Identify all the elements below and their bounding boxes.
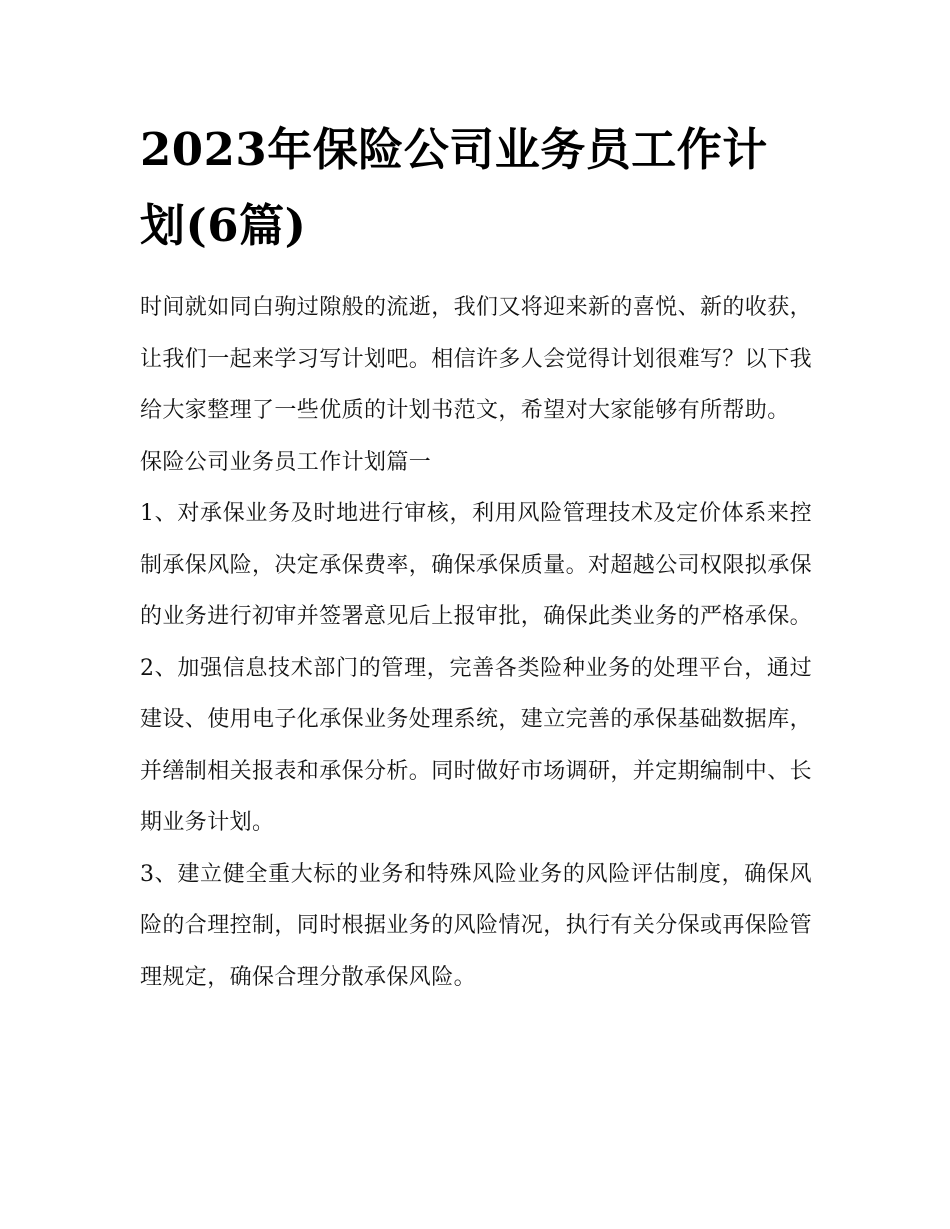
list-item-1: 1、对承保业务及时地进行审核，利用风险管理技术及定价体系来控制承保风险，决定承保费率，确保承保质量。对超越公司权限拟承保的业务进行初审并签署意见后上报审批，确保此类业务的严格承保。 <box>140 501 813 629</box>
section-heading: 保险公司业务员工作计划篇一 <box>140 449 432 475</box>
list-item-2: 2、加强信息技术部门的管理，完善各类险种业务的处理平台，通过建设、使用电子化承保业务处理系统，建立完善的承保基础数据库，并缮制相关报表和承保分析。同时做好市场调研，并定期编制中、长期业务计划。 <box>140 655 813 835</box>
document-body <box>140 282 812 1003</box>
list-item-3: 3、建立健全重大标的业务和特殊风险业务的风险评估制度，确保风险的合理控制，同时根据业务的风险情况，执行有关分保或再保险管理规定，确保合理分散承保风险。 <box>140 861 813 990</box>
document-page <box>140 112 812 1003</box>
document-title: 2023年保险公司业务员工作计划(6篇) <box>140 123 768 252</box>
intro-paragraph: 时间就如同白驹过隙般的流逝，我们又将迎来新的喜悦、新的收获，让我们一起来学习写计划吧。相信许多人会觉得计划很难写？以下我给大家整理了一些优质的计划书范文，希望对大家能够有所帮助。 <box>140 295 813 423</box>
